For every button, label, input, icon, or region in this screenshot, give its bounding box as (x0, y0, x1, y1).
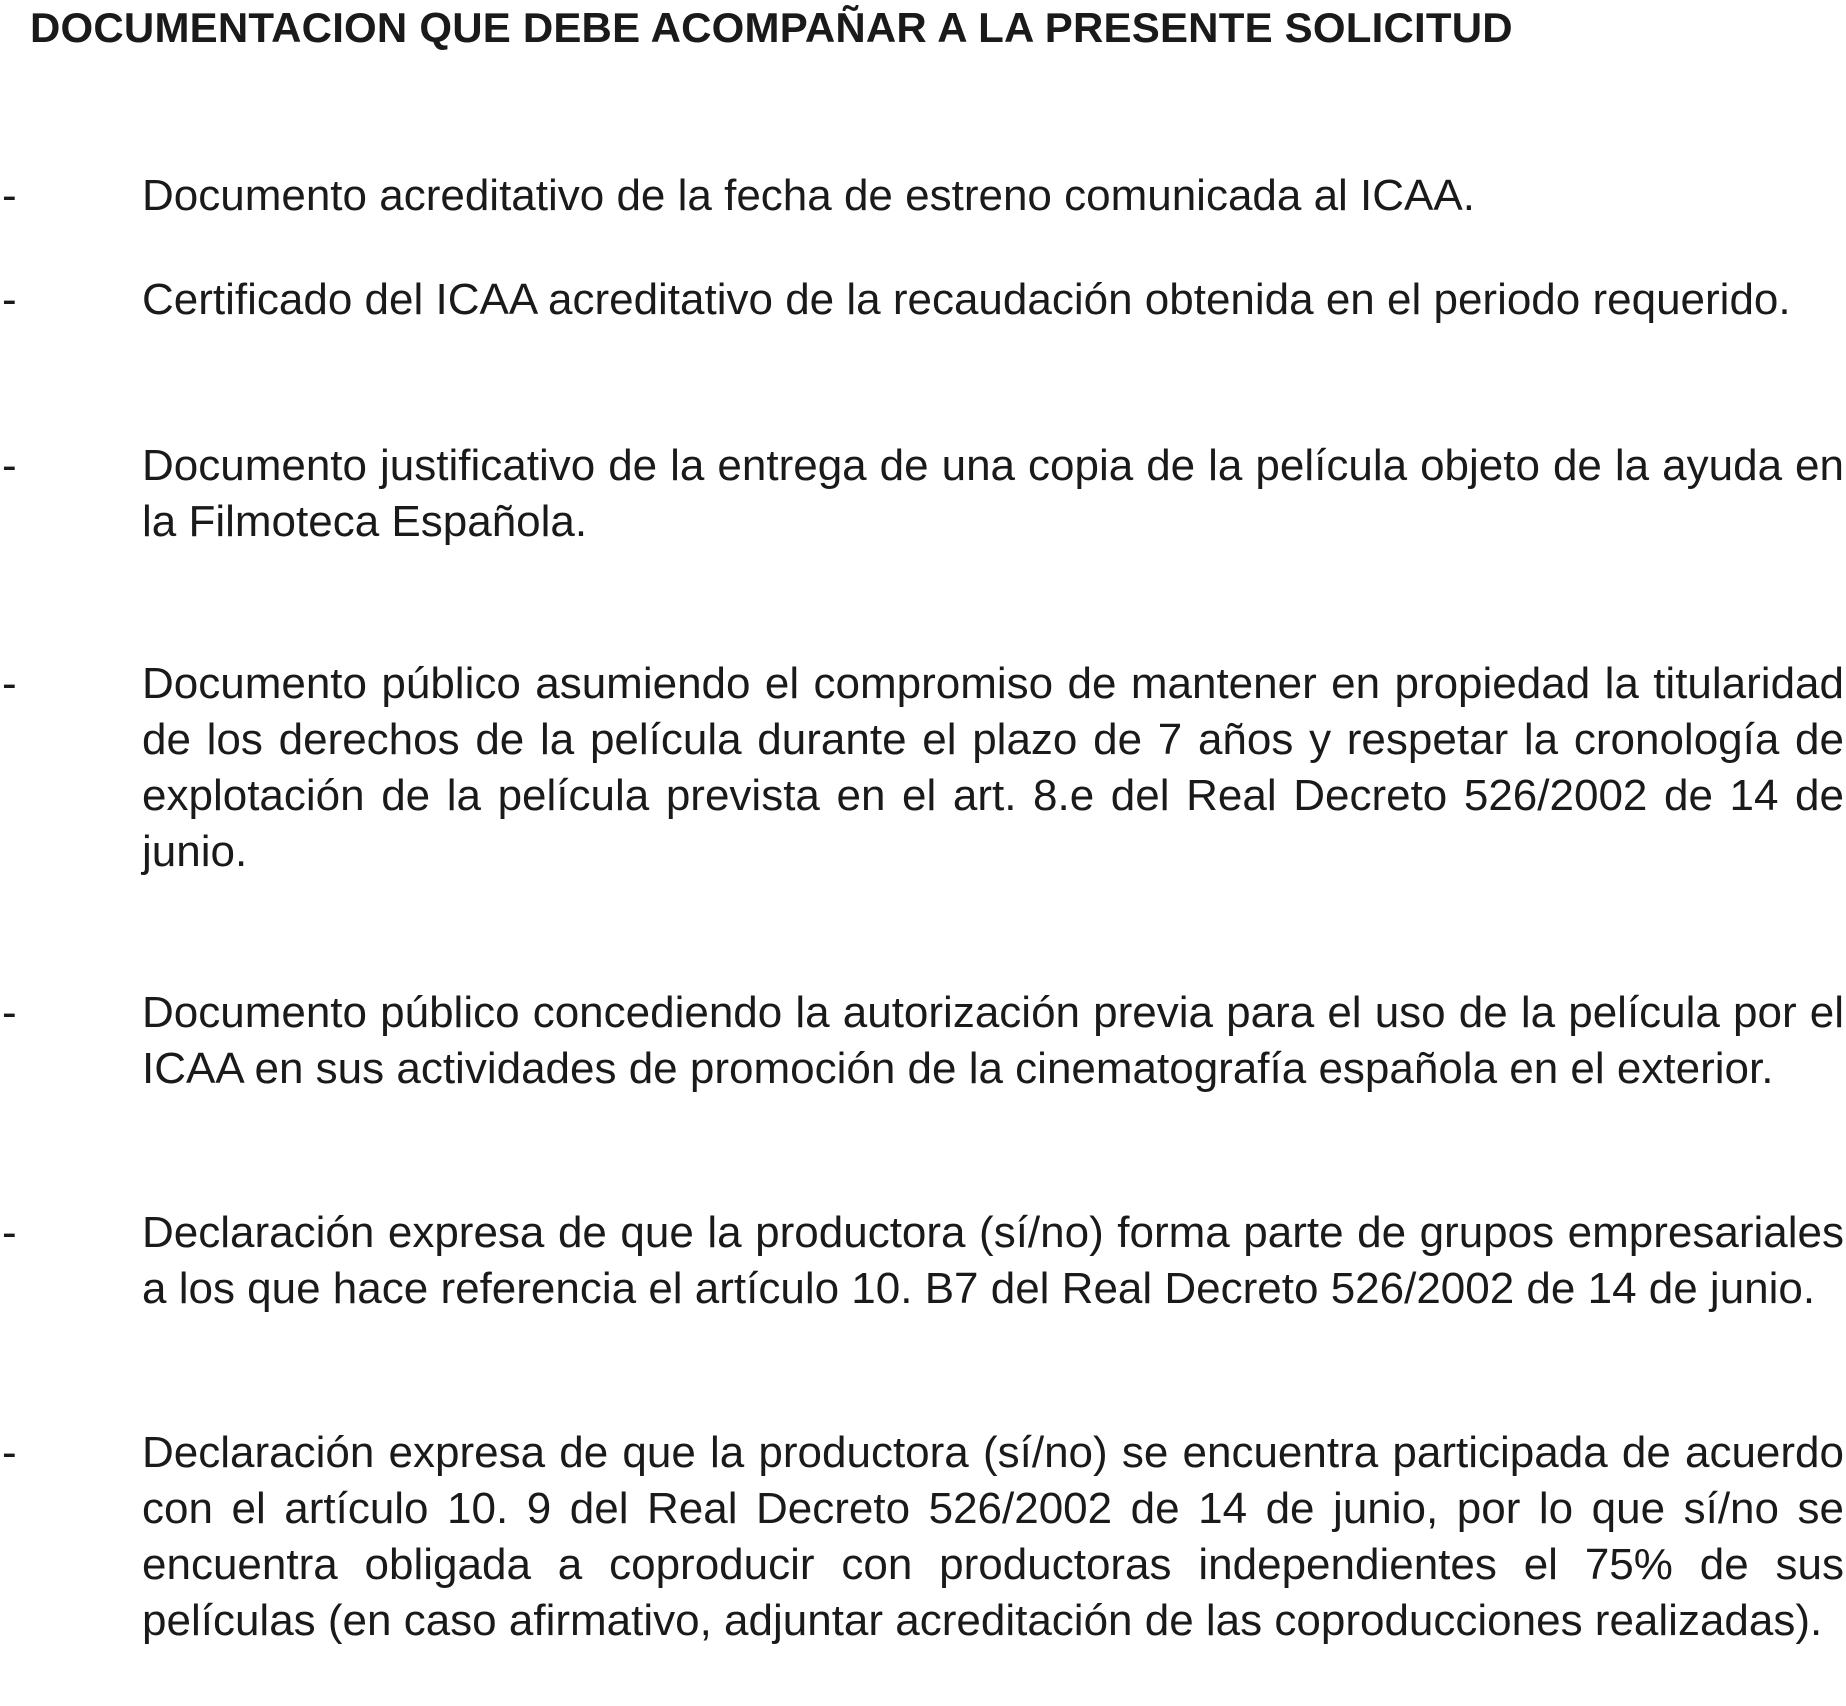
list-bullet: - (2, 1428, 17, 1477)
list-bullet: - (2, 275, 17, 324)
list-bullet: - (2, 1208, 17, 1257)
list-bullet: - (2, 988, 17, 1037)
list-item-text: Declaración expresa de que la productora (sí/no) forma parte de grupos empresariales a los que hace referencia el artículo 10. B7 del Real Decreto 526/2002 de 14 de junio. (142, 1208, 1844, 1313)
list-item-text: Declaración expresa de que la productora (sí/no) se encuentra participada de acuerdo con el artículo 10. 9 del Real Decreto 526/2002 de 14 de junio, por lo que sí/no se encuentra obligada a coproducir con productoras independientes el 75% de sus películas (en caso afirmativo, adjuntar acreditación de las coproducciones realizadas). (142, 1428, 1844, 1645)
list-bullet: - (2, 659, 17, 708)
list-item-text: Documento justificativo de la entrega de una copia de la película objeto de la ayuda en la Filmoteca Española. (142, 441, 1844, 546)
list-item-text: Documento público concediendo la autorización previa para el uso de la película por el ICAA en sus actividades de promoción de la cinematografía española en el exterior. (142, 988, 1844, 1093)
page-title: DOCUMENTACION QUE DEBE ACOMPAÑAR A LA PRESENTE SOLICITUD (30, 4, 1513, 51)
list-bullet: - (2, 441, 17, 490)
list-item-text: Certificado del ICAA acreditativo de la recaudación obtenida en el periodo requerido. (142, 275, 1791, 324)
list-item-text: Documento acreditativo de la fecha de estreno comunicada al ICAA. (142, 171, 1475, 220)
list-bullet: - (2, 171, 17, 220)
list-item-text: Documento público asumiendo el compromiso de mantener en propiedad la titularidad de los derechos de la película durante el plazo de 7 años y respetar la cronología de explotación de la película prevista en el art. 8.e del Real Decreto 526/2002 de 14 de junio. (142, 659, 1844, 876)
